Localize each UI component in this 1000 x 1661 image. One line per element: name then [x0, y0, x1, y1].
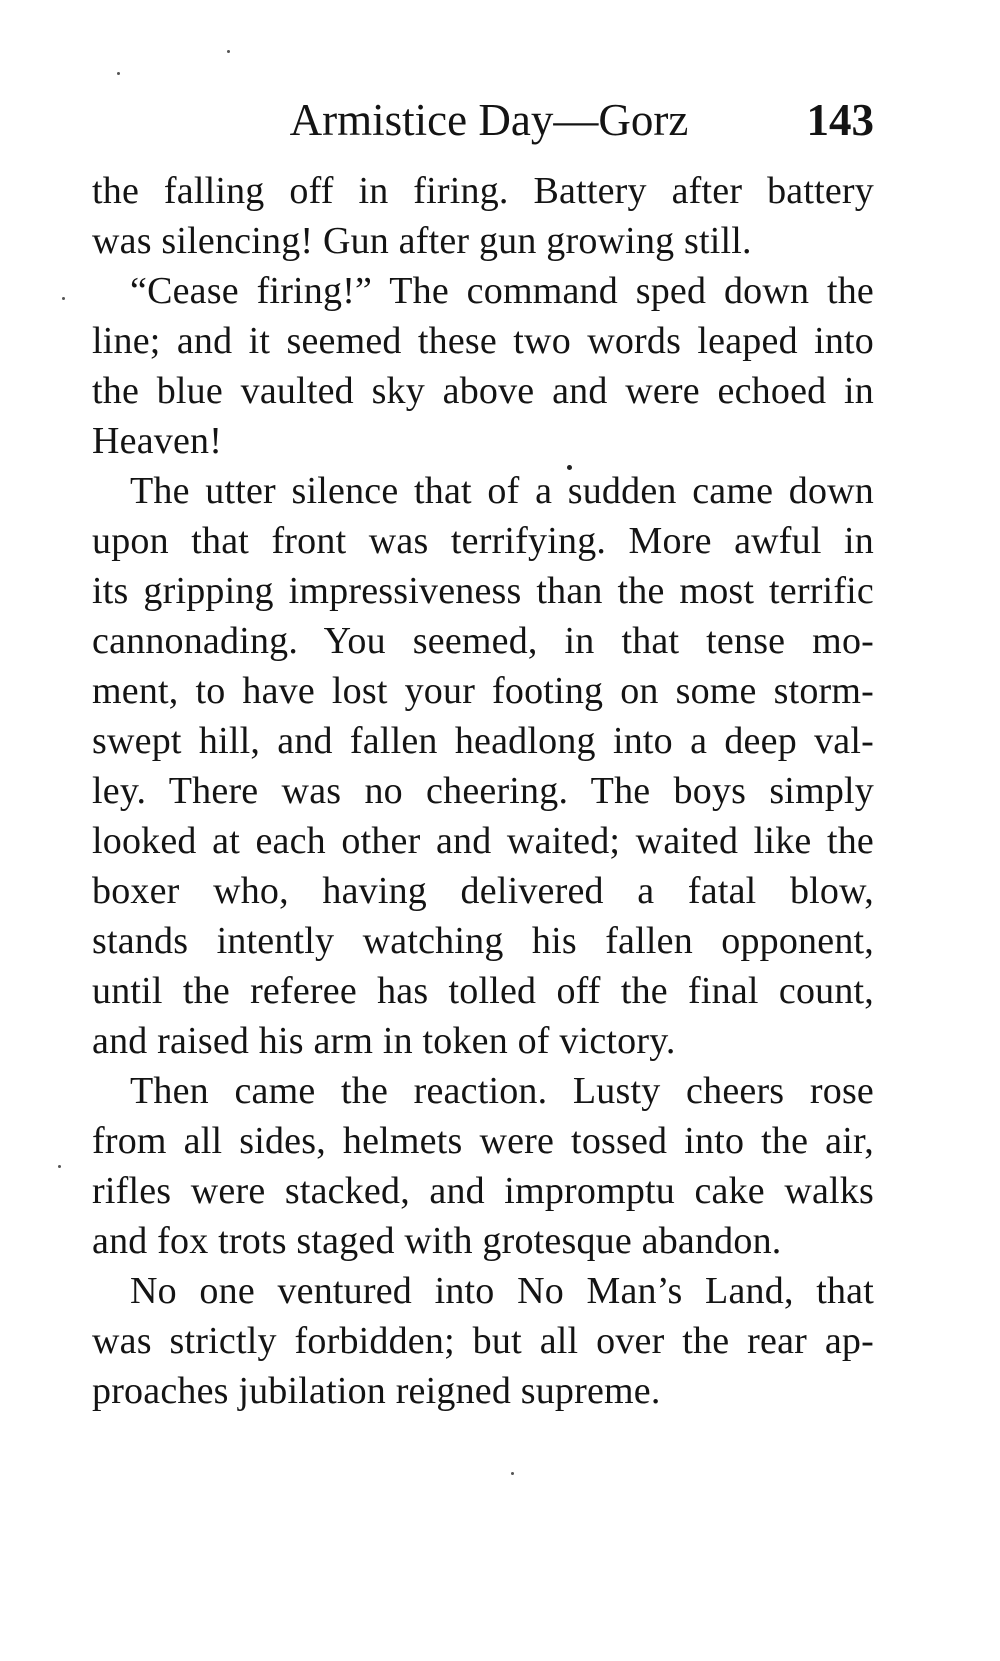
paragraph-2 — [92, 266, 874, 466]
text-line: ley. There was no cheering. The boys simply — [92, 770, 874, 812]
text-line: swept hill, and fallen headlong into a deep val- — [92, 720, 874, 762]
body-text — [92, 166, 874, 1416]
text-line: “Cease firing!” The command sped down the — [130, 270, 874, 312]
paragraph-5 — [92, 1266, 874, 1416]
scan-speck — [117, 72, 120, 75]
text-line: stands intently watching his fallen opponent, — [92, 920, 874, 962]
scan-speck — [567, 465, 572, 470]
scan-speck — [62, 297, 65, 300]
text-line: and raised his arm in token of victory. — [92, 1020, 676, 1062]
text-line: cannonading. You seemed, in that tense mo- — [92, 620, 874, 662]
text-line: its gripping impressiveness than the most terrific — [92, 570, 874, 612]
text-line: looked at each other and waited; waited like the — [92, 820, 874, 862]
text-line: the blue vaulted sky above and were echoed in — [92, 370, 874, 412]
text-line: upon that front was terrifying. More awful in — [92, 520, 874, 562]
scan-speck — [511, 1472, 514, 1475]
text-line: Then came the reaction. Lusty cheers rose — [130, 1070, 874, 1112]
scan-speck — [58, 1165, 61, 1168]
text-line: The utter silence that of a sudden came down — [130, 470, 874, 512]
text-line: the falling off in firing. Battery after battery — [92, 170, 874, 212]
text-line: boxer who, having delivered a fatal blow, — [92, 870, 874, 912]
text-line: proaches jubilation reigned supreme. — [92, 1370, 661, 1412]
text-line: line; and it seemed these two words leaped into — [92, 320, 874, 362]
text-line: from all sides, helmets were tossed into the air, — [92, 1120, 874, 1162]
text-line: and fox trots staged with grotesque abandon. — [92, 1220, 782, 1262]
paragraph-3 — [92, 466, 874, 1066]
text-line: No one ventured into No Man’s Land, that — [130, 1270, 874, 1312]
text-line: Heaven! — [92, 420, 223, 462]
text-line: rifles were stacked, and impromptu cake walks — [92, 1170, 874, 1212]
chapter-title — [92, 92, 874, 148]
text-line: was strictly forbidden; but all over the rear ap- — [92, 1320, 874, 1362]
running-head — [92, 92, 874, 152]
scan-speck — [227, 50, 230, 53]
text-line: ment, to have lost your footing on some storm- — [92, 670, 874, 712]
text-line: until the referee has tolled off the final count, — [92, 970, 874, 1012]
page-number: 143 — [806, 95, 874, 145]
chapter-title-text: Armistice Day—Gorz — [289, 95, 689, 145]
paragraph-1 — [92, 166, 874, 266]
paragraph-4 — [92, 1066, 874, 1266]
text-line: was silencing! Gun after gun growing still. — [92, 220, 752, 262]
